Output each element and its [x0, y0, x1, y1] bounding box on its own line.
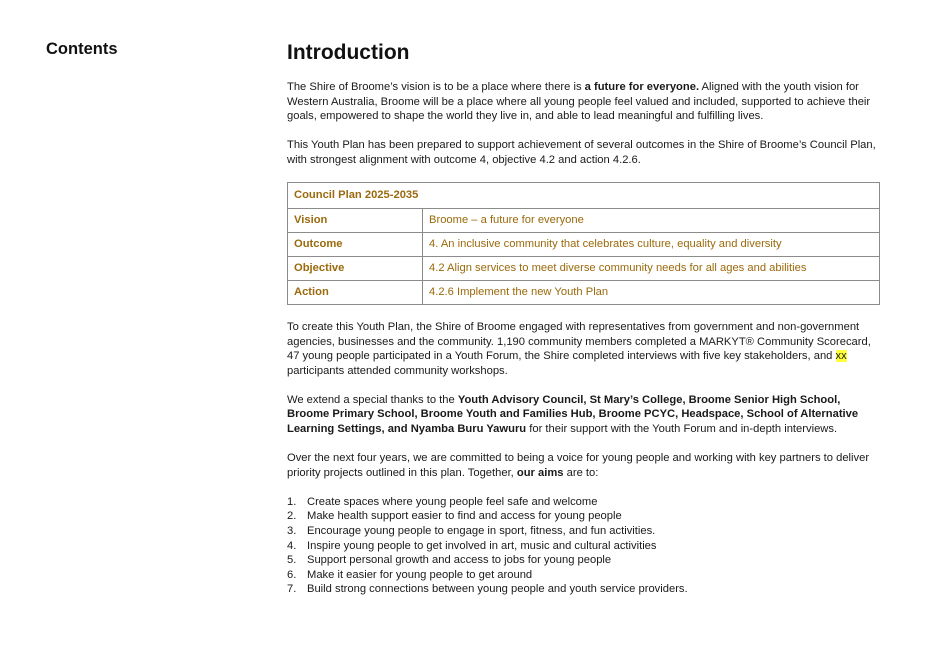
vision-text-after: Aligned with the youth vision for Western Australia, Broome will be a place where all young people feel valued and included, supported to achieve their goals, empowered to shape the world they live in, and able to lead meaningful and fulfilling lives. — [287, 81, 871, 123]
vision-paragraph — [287, 80, 881, 124]
engagement-text-before: To create this Youth Plan, the Shire of Broome engaged with representatives from government and non-government agencies, businesses and the community. 1,190 community members completed a MARKYT® Community Scorecard, 47 young people participated in a Youth Forum, the Shire completed interviews with five key stakeholders, and — [287, 320, 871, 363]
row-value-outcome: 4. An inclusive community that celebrates culture, equality and diversity — [423, 232, 880, 256]
list-number: 5. — [287, 554, 297, 567]
table-row — [288, 208, 880, 232]
contents-heading: Contents — [46, 40, 118, 58]
thanks-text-after: for their support with the Youth Forum and in-depth interviews. — [526, 423, 838, 436]
thanks-text-before: We extend a special thanks to the — [287, 393, 458, 406]
row-value-action: 4.2.6 Implement the new Youth Plan — [423, 280, 880, 304]
placeholder-highlight: xx — [835, 350, 847, 363]
list-number: 7. — [287, 583, 297, 596]
engagement-paragraph — [287, 320, 881, 378]
list-item — [287, 524, 881, 539]
list-text: Support personal growth and access to jobs for young people — [307, 554, 612, 567]
table-row — [288, 280, 880, 304]
list-item — [287, 509, 881, 524]
row-label-outcome: Outcome — [288, 232, 423, 256]
thanks-partners: Youth Advisory Council, St Mary’s College, Broome Senior High School, Broome Primary School, Broome Youth and Families Hub, Broome PCYC, Headspace, School of Alternative Learning Settings, and Nyamba Buru Yawuru — [287, 393, 859, 436]
main-content — [287, 40, 881, 597]
thanks-paragraph — [287, 393, 881, 437]
list-text: Create spaces where young people feel safe and welcome — [307, 495, 598, 508]
row-label-vision: Vision — [288, 208, 423, 232]
table-row — [288, 232, 880, 256]
list-text: Inspire young people to get involved in art, music and cultural activities — [307, 539, 657, 552]
list-item — [287, 568, 881, 583]
list-item — [287, 495, 881, 510]
row-value-vision: Broome – a future for everyone — [423, 208, 880, 232]
aims-intro-before: Over the next four years, we are committed to being a voice for young people and working with key partners to deliver priority projects outlined in this plan. Together, — [287, 452, 870, 479]
list-item — [287, 539, 881, 554]
vision-text-before: The Shire of Broome’s vision is to be a place where there is — [287, 81, 585, 93]
council-plan-table-header: Council Plan 2025-2035 — [288, 182, 880, 208]
council-plan-table-header-row — [288, 182, 880, 208]
list-text: Make it easier for young people to get around — [307, 568, 533, 581]
vision-emphasis: a future for everyone. — [584, 81, 700, 93]
aims-intro-after: are to: — [563, 466, 599, 479]
table-row — [288, 256, 880, 280]
list-number: 2. — [287, 510, 297, 523]
row-value-objective: 4.2 Align services to meet diverse community needs for all ages and abilities — [423, 256, 880, 280]
list-text: Build strong connections between young people and youth service providers. — [307, 583, 688, 596]
council-plan-table — [287, 182, 880, 305]
aims-emphasis: our aims — [516, 466, 564, 479]
list-item — [287, 582, 881, 597]
list-text: Make health support easier to find and access for young people — [307, 510, 622, 523]
aims-intro-paragraph — [287, 451, 881, 480]
aims-list — [287, 495, 881, 597]
row-label-action: Action — [288, 280, 423, 304]
list-number: 6. — [287, 568, 297, 581]
list-number: 1. — [287, 495, 297, 508]
row-label-objective: Objective — [288, 256, 423, 280]
council-plan-paragraph: This Youth Plan has been prepared to support achievement of several outcomes in the Shire of Broome’s Council Plan, with strongest alignment with outcome 4, objective 4.2 and action 4.2.6. — [287, 139, 876, 166]
page-title: Introduction — [287, 41, 410, 64]
list-text: Encourage young people to engage in sport, fitness, and fun activities. — [307, 525, 656, 537]
list-number: 3. — [287, 525, 297, 537]
list-number: 4. — [287, 539, 297, 552]
list-item — [287, 553, 881, 568]
engagement-text-after: participants attended community workshops. — [287, 364, 508, 377]
